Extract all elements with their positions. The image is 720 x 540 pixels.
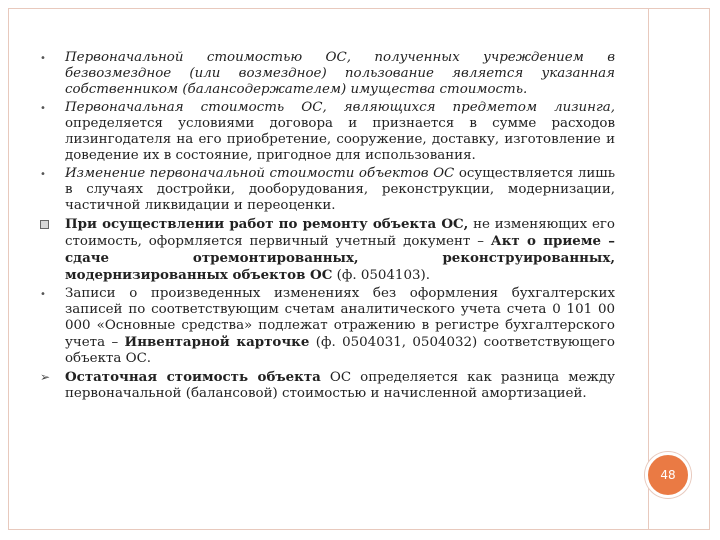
bullet-text: Инвентарной карточке (124, 334, 310, 350)
bullet-text: Первоначальной стоимостью ОС, полученных учреждением в безвозмездное (или возмездное) пользование является указанная собственником (балансодержателем) имущества стоимость. (65, 50, 615, 97)
bullet-text: ОС определяется как разница между первоначальной (балансовой) стоимостью и начисленной амортизацией. (65, 370, 616, 401)
dot-bullet-icon (40, 166, 54, 183)
dot-bullet-icon (40, 100, 54, 117)
bullet-text: определяется условиями договора и признается в сумме расходов лизингодателя на его приобретение, сооружение, доставку, изготовление и доведение их в состояние, пригодное для использования. (65, 116, 615, 163)
bullet-item (40, 216, 615, 284)
arrow-bullet-icon (40, 369, 54, 386)
bullet-item (40, 50, 615, 98)
bullet-text: осуществляется лишь в случаях достройки, дооборудования, реконструкции, модернизации, частичной ликвидации и переоценки. (65, 166, 615, 213)
bullet-text: (ф. 0504031, 0504032) соответствующего объекта ОС. (65, 335, 615, 366)
bullet-text: Записи о произведенных изменениях без оформления бухгалтерских записей по соответствующим счетам аналитического учета счета 0 101 00 000 «Основные средства» подлежат отражению в регистре бухгалтерского учета – (65, 286, 615, 350)
dot-bullet-icon (40, 50, 54, 67)
bullet-text: не изменяющих его стоимость, оформляется первичный учетный документ – (65, 217, 615, 249)
bullet-item (40, 369, 615, 402)
bullet-item (40, 286, 615, 367)
bullet-text: Изменение первоначальной стоимости объектов ОС (65, 166, 455, 181)
bullet-item (40, 166, 615, 214)
bullet-list (40, 50, 615, 402)
bullet-text: Первоначальная стоимость ОС, являющихся предметом лизинга, (65, 100, 615, 115)
bullet-text: Акт о приеме – сдаче отремонтированных, реконструированных, модернизированных объектов ОС (65, 233, 615, 283)
dot-bullet-icon (40, 286, 54, 303)
bullet-item (40, 100, 615, 164)
page-number-badge: 48 (645, 452, 691, 498)
bullet-text: При осуществлении работ по ремонту объекта ОС, (65, 216, 469, 232)
bullet-text: (ф. 0504103). (332, 268, 430, 283)
slide-content (40, 50, 615, 404)
bullet-text: Остаточная стоимость объекта (65, 369, 321, 385)
square-bullet-icon (40, 216, 54, 234)
slide-divider (648, 8, 649, 530)
